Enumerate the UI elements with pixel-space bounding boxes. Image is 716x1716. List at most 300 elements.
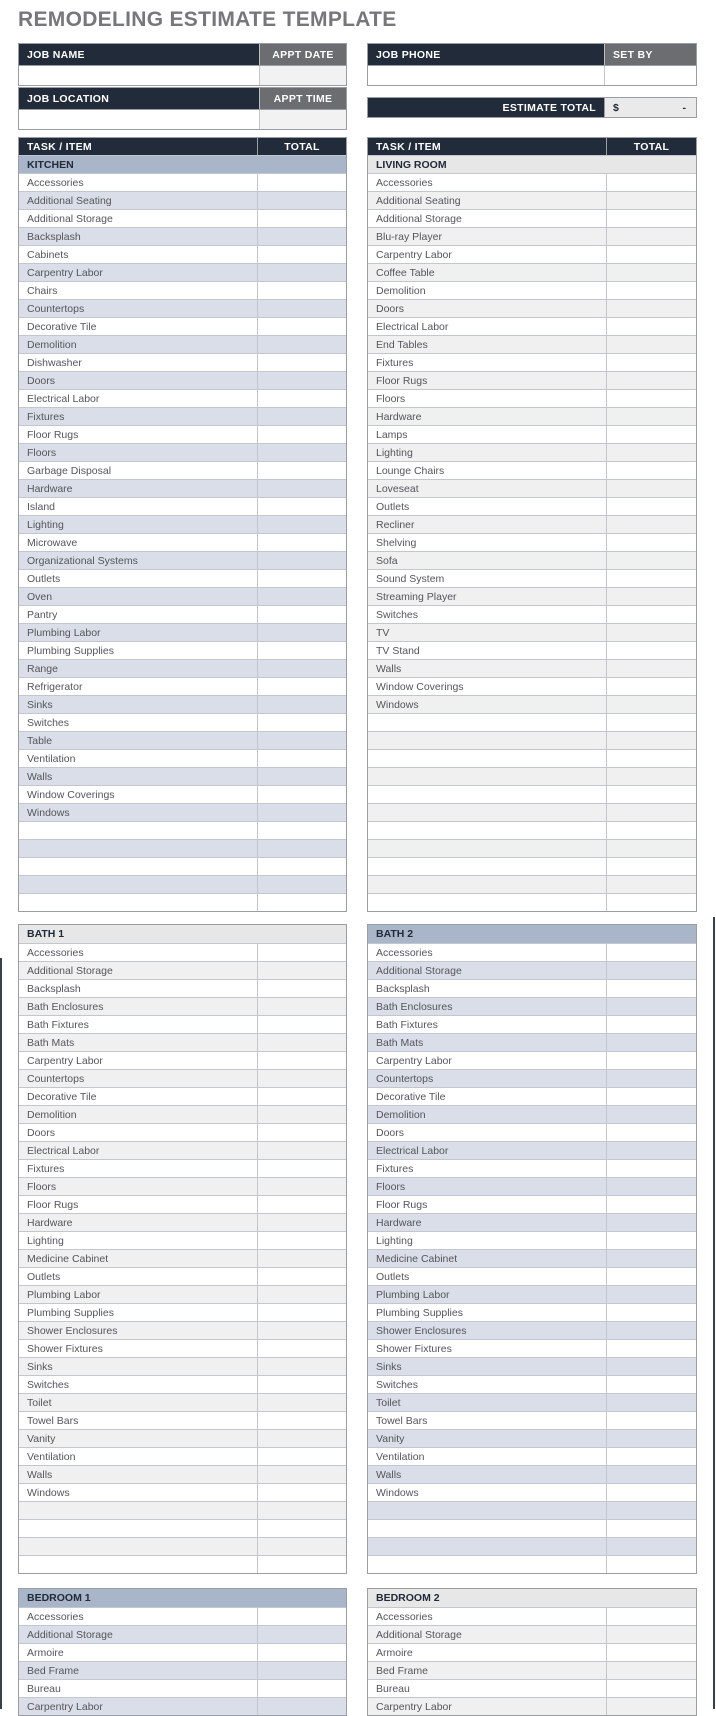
- item-cell[interactable]: [19, 858, 257, 875]
- total-cell[interactable]: [606, 444, 696, 461]
- item-cell[interactable]: [368, 714, 606, 731]
- item-cell[interactable]: Accessories: [27, 1610, 84, 1623]
- item-cell[interactable]: Bath Enclosures: [27, 1000, 104, 1013]
- item-cell[interactable]: Shower Enclosures: [27, 1324, 118, 1337]
- total-cell[interactable]: [606, 408, 696, 425]
- total-cell[interactable]: [257, 1250, 346, 1267]
- total-cell[interactable]: [257, 1142, 346, 1159]
- total-cell[interactable]: [606, 1304, 696, 1321]
- item-cell[interactable]: Cabinets: [27, 248, 69, 261]
- total-cell[interactable]: [257, 462, 346, 479]
- item-cell[interactable]: Microwave: [27, 536, 78, 549]
- item-cell[interactable]: Demolition: [376, 284, 426, 297]
- item-cell[interactable]: Carpentry Labor: [27, 1054, 103, 1067]
- job-phone-input[interactable]: [368, 66, 604, 85]
- item-cell[interactable]: Carpentry Labor: [27, 1700, 103, 1713]
- room-name-cell[interactable]: BEDROOM 1: [27, 1592, 91, 1604]
- item-cell[interactable]: Plumbing Supplies: [27, 644, 114, 657]
- total-cell[interactable]: [257, 1376, 346, 1393]
- total-cell[interactable]: [257, 1268, 346, 1285]
- total-cell[interactable]: [606, 390, 696, 407]
- item-cell[interactable]: Walls: [376, 662, 402, 675]
- item-cell[interactable]: Countertops: [376, 1072, 434, 1085]
- total-cell[interactable]: [606, 822, 696, 839]
- total-cell[interactable]: [257, 840, 346, 857]
- total-cell[interactable]: [606, 1124, 696, 1141]
- total-cell[interactable]: [606, 1322, 696, 1339]
- item-cell[interactable]: Range: [27, 662, 58, 675]
- item-cell[interactable]: [368, 732, 606, 749]
- total-cell[interactable]: [257, 1484, 346, 1501]
- total-cell[interactable]: [257, 174, 346, 191]
- item-cell[interactable]: Towel Bars: [27, 1414, 79, 1427]
- total-cell[interactable]: [606, 1538, 696, 1555]
- item-cell[interactable]: Carpentry Labor: [376, 1700, 452, 1713]
- total-cell[interactable]: [257, 804, 346, 821]
- total-cell[interactable]: [606, 786, 696, 803]
- total-cell[interactable]: [606, 840, 696, 857]
- item-cell[interactable]: Additional Storage: [27, 964, 113, 977]
- total-cell[interactable]: [606, 750, 696, 767]
- total-cell[interactable]: [606, 1214, 696, 1231]
- item-cell[interactable]: Additional Storage: [27, 212, 113, 225]
- item-cell[interactable]: Organizational Systems: [27, 554, 138, 567]
- item-cell[interactable]: Medicine Cabinet: [27, 1252, 109, 1265]
- item-cell[interactable]: Window Coverings: [27, 788, 115, 801]
- total-cell[interactable]: [257, 300, 346, 317]
- total-cell[interactable]: [257, 876, 346, 893]
- total-cell[interactable]: [606, 1394, 696, 1411]
- item-cell[interactable]: Decorative Tile: [27, 320, 97, 333]
- item-cell[interactable]: Windows: [376, 1486, 419, 1499]
- item-cell[interactable]: [19, 822, 257, 839]
- total-cell[interactable]: [257, 1088, 346, 1105]
- total-cell[interactable]: [606, 1142, 696, 1159]
- item-cell[interactable]: Doors: [376, 302, 405, 315]
- total-cell[interactable]: [257, 1160, 346, 1177]
- total-cell[interactable]: [257, 552, 346, 569]
- set-by-input[interactable]: [604, 66, 696, 85]
- item-cell[interactable]: Outlets: [376, 500, 410, 513]
- item-cell[interactable]: Additional Storage: [376, 964, 462, 977]
- item-cell[interactable]: Oven: [27, 590, 53, 603]
- item-cell[interactable]: Plumbing Supplies: [27, 1306, 114, 1319]
- item-cell[interactable]: Toilet: [27, 1396, 52, 1409]
- item-cell[interactable]: Switches: [27, 716, 70, 729]
- total-cell[interactable]: [606, 768, 696, 785]
- total-cell[interactable]: [257, 642, 346, 659]
- item-cell[interactable]: Bureau: [376, 1682, 410, 1695]
- item-cell[interactable]: Outlets: [27, 572, 61, 585]
- appt-date-input[interactable]: [259, 66, 346, 85]
- total-cell[interactable]: [257, 588, 346, 605]
- total-cell[interactable]: [257, 228, 346, 245]
- total-cell[interactable]: [257, 1070, 346, 1087]
- item-cell[interactable]: [368, 894, 606, 911]
- total-cell[interactable]: [606, 1556, 696, 1573]
- total-cell[interactable]: [606, 1484, 696, 1501]
- total-cell[interactable]: [606, 462, 696, 479]
- item-cell[interactable]: Electrical Labor: [376, 320, 449, 333]
- total-cell[interactable]: [257, 678, 346, 695]
- item-cell[interactable]: Refrigerator: [27, 680, 83, 693]
- item-cell[interactable]: [19, 1556, 257, 1573]
- item-cell[interactable]: [368, 1520, 606, 1537]
- total-cell[interactable]: [606, 372, 696, 389]
- item-cell[interactable]: Hardware: [376, 1216, 422, 1229]
- total-cell[interactable]: [257, 1214, 346, 1231]
- item-cell[interactable]: Demolition: [27, 338, 77, 351]
- item-cell[interactable]: Ventilation: [27, 1450, 76, 1463]
- item-cell[interactable]: Walls: [27, 1468, 53, 1481]
- item-cell[interactable]: [368, 768, 606, 785]
- item-cell[interactable]: Switches: [376, 1378, 419, 1391]
- total-cell[interactable]: [606, 696, 696, 713]
- item-cell[interactable]: Ventilation: [376, 1450, 425, 1463]
- item-cell[interactable]: Doors: [376, 1126, 405, 1139]
- total-cell[interactable]: [606, 336, 696, 353]
- item-cell[interactable]: Switches: [27, 1378, 70, 1391]
- total-cell[interactable]: [606, 1070, 696, 1087]
- item-cell[interactable]: Electrical Labor: [376, 1144, 449, 1157]
- total-cell[interactable]: [606, 1412, 696, 1429]
- total-cell[interactable]: [257, 1698, 346, 1715]
- total-cell[interactable]: [606, 1016, 696, 1033]
- item-cell[interactable]: Hardware: [27, 1216, 73, 1229]
- item-cell[interactable]: Demolition: [376, 1108, 426, 1121]
- total-cell[interactable]: [257, 1430, 346, 1447]
- total-cell[interactable]: [606, 228, 696, 245]
- item-cell[interactable]: Bed Frame: [376, 1664, 428, 1677]
- total-cell[interactable]: [257, 282, 346, 299]
- total-cell[interactable]: [257, 1232, 346, 1249]
- item-cell[interactable]: Plumbing Labor: [27, 1288, 101, 1301]
- item-cell[interactable]: Bath Fixtures: [27, 1018, 89, 1031]
- total-cell[interactable]: [257, 408, 346, 425]
- total-cell[interactable]: [257, 894, 346, 911]
- item-cell[interactable]: Decorative Tile: [376, 1090, 446, 1103]
- item-cell[interactable]: Recliner: [376, 518, 415, 531]
- total-cell[interactable]: [257, 390, 346, 407]
- item-cell[interactable]: Shelving: [376, 536, 417, 549]
- item-cell[interactable]: Countertops: [27, 302, 85, 315]
- item-cell[interactable]: Island: [27, 500, 56, 513]
- item-cell[interactable]: Additional Seating: [376, 194, 461, 207]
- item-cell[interactable]: Hardware: [376, 410, 422, 423]
- total-cell[interactable]: [257, 1662, 346, 1679]
- item-cell[interactable]: [19, 876, 257, 893]
- item-cell[interactable]: Floor Rugs: [376, 374, 428, 387]
- room-name-cell[interactable]: BATH 1: [27, 928, 65, 940]
- total-cell[interactable]: [606, 264, 696, 281]
- item-cell[interactable]: Sinks: [27, 1360, 53, 1373]
- item-cell[interactable]: Fixtures: [376, 1162, 414, 1175]
- item-cell[interactable]: Switches: [376, 608, 419, 621]
- item-cell[interactable]: Medicine Cabinet: [376, 1252, 458, 1265]
- item-cell[interactable]: Dishwasher: [27, 356, 82, 369]
- total-cell[interactable]: [257, 1412, 346, 1429]
- room-name-cell[interactable]: BATH 2: [376, 928, 414, 940]
- item-cell[interactable]: Plumbing Labor: [376, 1288, 450, 1301]
- total-cell[interactable]: [606, 1448, 696, 1465]
- item-cell[interactable]: Additional Storage: [376, 212, 462, 225]
- item-cell[interactable]: Loveseat: [376, 482, 419, 495]
- item-cell[interactable]: Sofa: [376, 554, 398, 567]
- total-cell[interactable]: [257, 998, 346, 1015]
- item-cell[interactable]: Accessories: [376, 1610, 433, 1623]
- total-cell[interactable]: [257, 624, 346, 641]
- total-cell[interactable]: [257, 570, 346, 587]
- total-cell[interactable]: [606, 678, 696, 695]
- total-cell[interactable]: [606, 732, 696, 749]
- total-cell[interactable]: [606, 516, 696, 533]
- total-cell[interactable]: [257, 944, 346, 961]
- total-cell[interactable]: [606, 480, 696, 497]
- total-cell[interactable]: [257, 1466, 346, 1483]
- total-cell[interactable]: [606, 246, 696, 263]
- room-name-cell[interactable]: KITCHEN: [27, 158, 74, 171]
- item-cell[interactable]: [19, 1520, 257, 1537]
- item-cell[interactable]: Carpentry Labor: [27, 266, 103, 279]
- total-cell[interactable]: [606, 660, 696, 677]
- total-cell[interactable]: [257, 962, 346, 979]
- total-cell[interactable]: [606, 1608, 696, 1625]
- item-cell[interactable]: Fixtures: [27, 410, 65, 423]
- item-cell[interactable]: Accessories: [27, 176, 84, 189]
- total-cell[interactable]: [257, 786, 346, 803]
- total-cell[interactable]: [257, 1502, 346, 1519]
- item-cell[interactable]: Bed Frame: [27, 1664, 79, 1677]
- total-cell[interactable]: [606, 354, 696, 371]
- item-cell[interactable]: Vanity: [27, 1432, 56, 1445]
- total-cell[interactable]: [606, 552, 696, 569]
- job-location-input[interactable]: [19, 110, 259, 129]
- total-cell[interactable]: [606, 1034, 696, 1051]
- total-cell[interactable]: [606, 282, 696, 299]
- item-cell[interactable]: Lighting: [376, 446, 413, 459]
- item-cell[interactable]: [368, 1502, 606, 1519]
- total-cell[interactable]: [257, 318, 346, 335]
- total-cell[interactable]: [606, 1680, 696, 1697]
- total-cell[interactable]: [606, 1644, 696, 1661]
- item-cell[interactable]: Lighting: [27, 1234, 64, 1247]
- total-cell[interactable]: [257, 516, 346, 533]
- item-cell[interactable]: Decorative Tile: [27, 1090, 97, 1103]
- total-cell[interactable]: [606, 498, 696, 515]
- item-cell[interactable]: Garbage Disposal: [27, 464, 112, 477]
- item-cell[interactable]: [368, 804, 606, 821]
- total-cell[interactable]: [606, 1250, 696, 1267]
- item-cell[interactable]: [368, 1556, 606, 1573]
- item-cell[interactable]: Pantry: [27, 608, 58, 621]
- item-cell[interactable]: Sinks: [376, 1360, 402, 1373]
- total-cell[interactable]: [257, 210, 346, 227]
- item-cell[interactable]: Fixtures: [376, 356, 414, 369]
- item-cell[interactable]: Carpentry Labor: [376, 1054, 452, 1067]
- total-cell[interactable]: [606, 174, 696, 191]
- item-cell[interactable]: Electrical Labor: [27, 1144, 100, 1157]
- item-cell[interactable]: Backsplash: [27, 230, 81, 243]
- item-cell[interactable]: [368, 858, 606, 875]
- item-cell[interactable]: Lighting: [376, 1234, 413, 1247]
- item-cell[interactable]: Armoire: [27, 1646, 64, 1659]
- total-cell[interactable]: [257, 1608, 346, 1625]
- total-cell[interactable]: [257, 1286, 346, 1303]
- item-cell[interactable]: Plumbing Labor: [27, 626, 101, 639]
- total-cell[interactable]: [257, 714, 346, 731]
- job-name-input[interactable]: [19, 66, 259, 85]
- item-cell[interactable]: Windows: [376, 698, 419, 711]
- item-cell[interactable]: TV Stand: [376, 644, 420, 657]
- item-cell[interactable]: Armoire: [376, 1646, 413, 1659]
- item-cell[interactable]: Lamps: [376, 428, 408, 441]
- total-cell[interactable]: [257, 264, 346, 281]
- total-cell[interactable]: [257, 1106, 346, 1123]
- item-cell[interactable]: Floor Rugs: [27, 1198, 79, 1211]
- item-cell[interactable]: Coffee Table: [376, 266, 435, 279]
- total-cell[interactable]: [606, 714, 696, 731]
- item-cell[interactable]: Demolition: [27, 1108, 77, 1121]
- item-cell[interactable]: Vanity: [376, 1432, 405, 1445]
- item-cell[interactable]: Toilet: [376, 1396, 401, 1409]
- total-cell[interactable]: [257, 1448, 346, 1465]
- item-cell[interactable]: Bath Mats: [27, 1036, 75, 1049]
- total-cell[interactable]: [606, 318, 696, 335]
- total-cell[interactable]: [606, 980, 696, 997]
- total-cell[interactable]: [257, 354, 346, 371]
- total-cell[interactable]: [606, 1232, 696, 1249]
- item-cell[interactable]: Blu-ray Player: [376, 230, 442, 243]
- item-cell[interactable]: Backsplash: [376, 982, 430, 995]
- total-cell[interactable]: [257, 768, 346, 785]
- total-cell[interactable]: [257, 1394, 346, 1411]
- total-cell[interactable]: [606, 1196, 696, 1213]
- total-cell[interactable]: [257, 1196, 346, 1213]
- total-cell[interactable]: [257, 1556, 346, 1573]
- item-cell[interactable]: Countertops: [27, 1072, 85, 1085]
- total-cell[interactable]: [257, 372, 346, 389]
- total-cell[interactable]: [257, 1178, 346, 1195]
- total-cell[interactable]: [606, 894, 696, 911]
- item-cell[interactable]: Lounge Chairs: [376, 464, 445, 477]
- item-cell[interactable]: Bath Fixtures: [376, 1018, 438, 1031]
- total-cell[interactable]: [257, 858, 346, 875]
- total-cell[interactable]: [257, 750, 346, 767]
- total-cell[interactable]: [257, 1340, 346, 1357]
- total-cell[interactable]: [257, 696, 346, 713]
- total-cell[interactable]: [606, 962, 696, 979]
- room-name-cell[interactable]: BEDROOM 2: [376, 1592, 440, 1604]
- total-cell[interactable]: [606, 1088, 696, 1105]
- item-cell[interactable]: Additional Seating: [27, 194, 112, 207]
- total-cell[interactable]: [257, 1680, 346, 1697]
- total-cell[interactable]: [257, 1538, 346, 1555]
- total-cell[interactable]: [257, 660, 346, 677]
- total-cell[interactable]: [606, 1520, 696, 1537]
- item-cell[interactable]: Sound System: [376, 572, 445, 585]
- item-cell[interactable]: Walls: [27, 770, 53, 783]
- total-cell[interactable]: [606, 426, 696, 443]
- item-cell[interactable]: Windows: [27, 1486, 70, 1499]
- total-cell[interactable]: [606, 210, 696, 227]
- item-cell[interactable]: Doors: [27, 1126, 56, 1139]
- total-cell[interactable]: [606, 1502, 696, 1519]
- item-cell[interactable]: Streaming Player: [376, 590, 457, 603]
- total-cell[interactable]: [606, 192, 696, 209]
- item-cell[interactable]: [368, 786, 606, 803]
- item-cell[interactable]: Carpentry Labor: [376, 248, 452, 261]
- item-cell[interactable]: Electrical Labor: [27, 392, 100, 405]
- item-cell[interactable]: Outlets: [376, 1270, 410, 1283]
- total-cell[interactable]: [606, 588, 696, 605]
- item-cell[interactable]: Bureau: [27, 1682, 61, 1695]
- total-cell[interactable]: [257, 1052, 346, 1069]
- item-cell[interactable]: Lighting: [27, 518, 64, 531]
- total-cell[interactable]: [606, 804, 696, 821]
- total-cell[interactable]: [606, 1662, 696, 1679]
- item-cell[interactable]: Outlets: [27, 1270, 61, 1283]
- total-cell[interactable]: [257, 246, 346, 263]
- total-cell[interactable]: [606, 1626, 696, 1643]
- item-cell[interactable]: Towel Bars: [376, 1414, 428, 1427]
- item-cell[interactable]: [19, 1538, 257, 1555]
- total-cell[interactable]: [257, 822, 346, 839]
- item-cell[interactable]: [19, 840, 257, 857]
- total-cell[interactable]: [606, 1358, 696, 1375]
- total-cell[interactable]: [257, 426, 346, 443]
- total-cell[interactable]: [257, 1322, 346, 1339]
- total-cell[interactable]: [606, 858, 696, 875]
- item-cell[interactable]: Plumbing Supplies: [376, 1306, 463, 1319]
- item-cell[interactable]: Hardware: [27, 482, 73, 495]
- item-cell[interactable]: [19, 1502, 257, 1519]
- item-cell[interactable]: Chairs: [27, 284, 58, 297]
- item-cell[interactable]: Bath Enclosures: [376, 1000, 453, 1013]
- item-cell[interactable]: Shower Enclosures: [376, 1324, 467, 1337]
- total-cell[interactable]: [606, 570, 696, 587]
- total-cell[interactable]: [257, 1034, 346, 1051]
- total-cell[interactable]: [257, 1016, 346, 1033]
- item-cell[interactable]: Accessories: [376, 176, 433, 189]
- item-cell[interactable]: Doors: [27, 374, 56, 387]
- total-cell[interactable]: [606, 1466, 696, 1483]
- total-cell[interactable]: [606, 1106, 696, 1123]
- total-cell[interactable]: [606, 300, 696, 317]
- item-cell[interactable]: Backsplash: [27, 982, 81, 995]
- total-cell[interactable]: [606, 1160, 696, 1177]
- item-cell[interactable]: Floors: [376, 392, 406, 405]
- item-cell[interactable]: Walls: [376, 1468, 402, 1481]
- item-cell[interactable]: [368, 840, 606, 857]
- total-cell[interactable]: [257, 444, 346, 461]
- item-cell[interactable]: Ventilation: [27, 752, 76, 765]
- item-cell[interactable]: [368, 876, 606, 893]
- total-cell[interactable]: [606, 944, 696, 961]
- total-cell[interactable]: [257, 1358, 346, 1375]
- item-cell[interactable]: [368, 822, 606, 839]
- item-cell[interactable]: Additional Storage: [27, 1628, 113, 1641]
- room-name-cell[interactable]: LIVING ROOM: [376, 158, 447, 171]
- item-cell[interactable]: [368, 1538, 606, 1555]
- item-cell[interactable]: Accessories: [376, 946, 433, 959]
- total-cell[interactable]: [606, 1340, 696, 1357]
- total-cell[interactable]: [257, 192, 346, 209]
- total-cell[interactable]: [257, 732, 346, 749]
- item-cell[interactable]: [368, 750, 606, 767]
- item-cell[interactable]: Sinks: [27, 698, 53, 711]
- item-cell[interactable]: [19, 894, 257, 911]
- total-cell[interactable]: [257, 1304, 346, 1321]
